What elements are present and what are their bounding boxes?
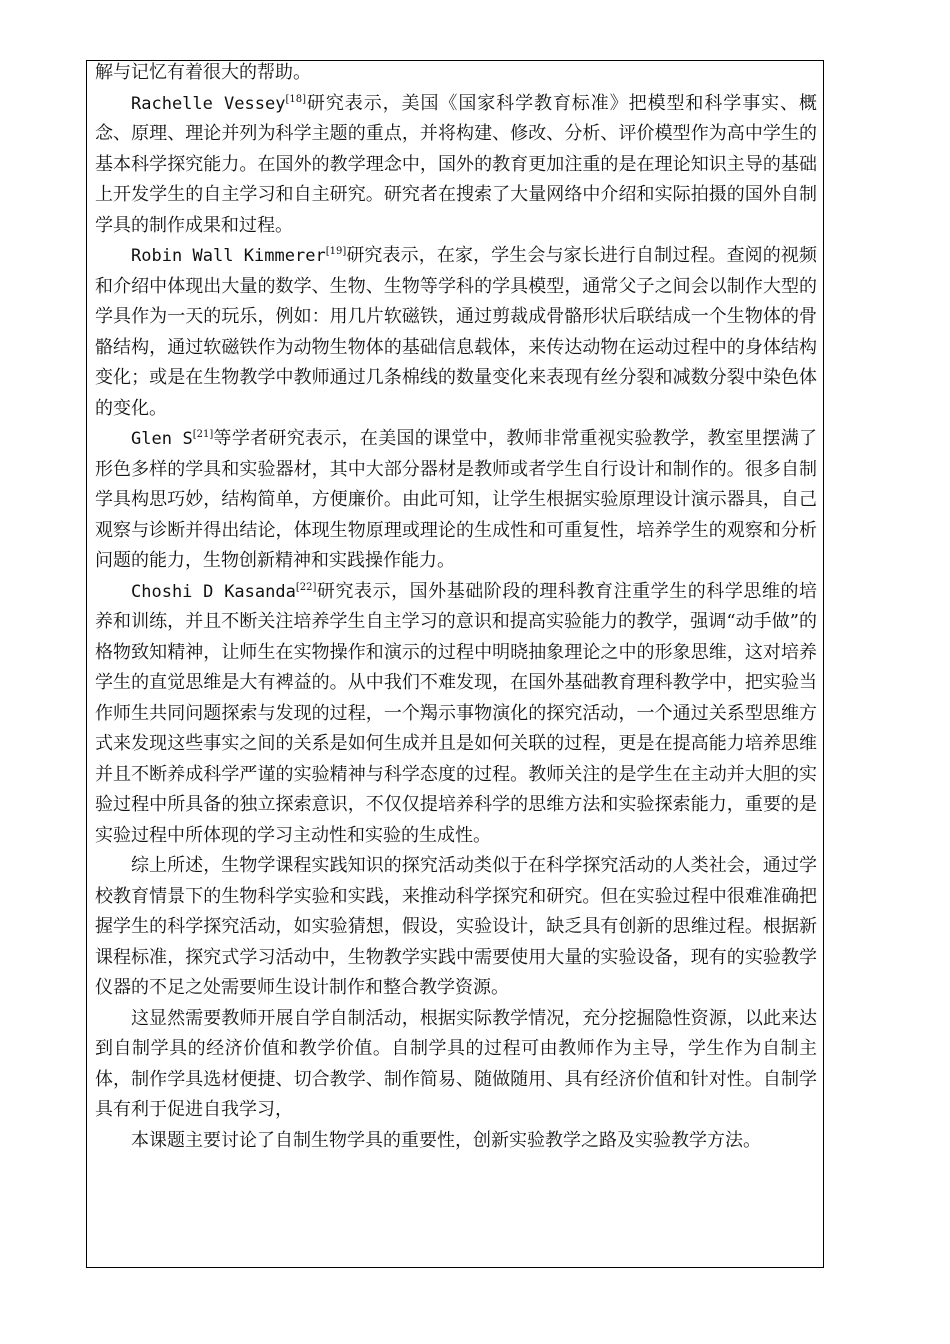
citation-ref: [19] — [325, 246, 347, 257]
paragraph-glen — [95, 424, 817, 577]
paragraph-text: 研究表示，在家，学生会与家长进行自制过程。查阅的视频和介绍中体现出大量的数学、生物、生物等学科的学具模型，通常父子之间会以制作大型的学具作为一天的玩乐，例如：用几片软磁铁，通过剪裁成骨骼形状后联结成一个生物体的骨骼结构，通过软磁铁作为动物生物体的基础信息载体，来传达动物在运动过程中的身体结构变化；或是在生物教学中教师通过几条棉线的数量变化来表现有丝分裂和减数分裂中染色体的变化。 — [95, 245, 818, 419]
paragraph-kimmerer — [95, 241, 817, 424]
author-name: Robin Wall Kimmerer — [131, 246, 326, 266]
author-name: Rachelle Vessey — [131, 93, 286, 114]
author-name: Glen S — [131, 429, 193, 449]
citation-ref: [21] — [192, 429, 214, 440]
paragraph-text: 研究表示，美国《国家科学教育标准》把模型和科学事实、概念、原理、理论并列为科学主题的重点，并将构建、修改、分析、评价模型作为高中学生的基本科学探究能力。在国外的教学理念中，国外的教育更加注重的是在理论知识主导的基础上开发学生的自主学习和自主研究。研究者在搜索了大量网络中介绍和实际拍摄的国外自制学具的制作成果和过程。 — [95, 92, 817, 236]
paragraph-summary: 综上所述，生物学课程实践知识的探究活动类似于在科学探究活动的人类社会，通过学校教育情景下的生物科学实验和实践，来推动科学探究和研究。但在实验过程中很难准确把握学生的科学探究活动，如实验猜想，假设，实验设计，缺乏具有创新的思维过程。根据新课程标准，探究式学习活动中，生物教学实践中需要使用大量的实验设备，现有的实验教学仪器的不足之处需要师生设计制作和整合教学资源。 — [95, 855, 817, 998]
paragraph-continuation: 解与记忆有着很大的帮助。 — [95, 62, 311, 83]
paragraph-text: 研究表示，国外基础阶段的理科教育注重学生的科学思维的培养和训练，并且不断关注培养学生自主学习的意识和提高实验能力的教学，强调“动手做”的格物致知精神，让师生在实物操作和演示的过程中明晓抽象理论之中的形象思维，这对培养学生的直觉思维是大有裨益的。从中我们不难发现，在国外基础教育理科教学中，把实验当作师生共同问题探索与发现的过程，一个羯示事物演化的探究活动，一个通过关系型思维方式来发现这些事实之间的关系是如何生成并且是如何关联的过程，更是在提高能力培养思维并且不断养成科学严谨的实验精神与科学态度的过程。教师关注的是学生在主动并大胆的实验过程中所具备的独立探索意识，不仅仅提培养科学的思维方法和实验探索能力，重要的是实验过程中所体现的学习主动性和实验的生成性。 — [95, 580, 817, 846]
paragraph-kasanda — [95, 577, 817, 852]
paragraph-vessey — [95, 89, 817, 242]
citation-ref: [22] — [295, 581, 317, 593]
citation-ref: [18] — [285, 93, 306, 105]
paragraph-text: 等学者研究表示，在美国的课堂中，教师非常重视实验教学，教室里摆满了形色多样的学具和实验器材，其中大部分器材是教师或者学生自行设计和制作的。很多自制学具构思巧妙，结构简单，方便廉价。由此可知，让学生根据实验原理设计演示器具，自己观察与诊断并得出结论，体现生物原理或理论的生成性和可重复性，培养学生的观察和分析问题的能力，生物创新精神和实践操作能力。 — [95, 428, 817, 571]
paragraph-conclusion: 本课题主要讨论了自制生物学具的重要性，创新实验教学之路及实验教学方法。 — [131, 1129, 761, 1151]
paragraph-teacher: 这显然需要教师开展自学自制活动，根据实际教学情况，充分挖掘隐性资源，以此来达到自制学具的经济价值和教学价值。自制学具的过程可由教师作为主导，学生作为自制主体，制作学具选材便捷、切合教学、制作简易、随做随用、具有经济价值和针对性。自制学具有利于促进自我学习， — [95, 1007, 817, 1120]
document-body — [95, 58, 817, 1156]
author-name: Choshi D Kasanda — [131, 581, 296, 602]
